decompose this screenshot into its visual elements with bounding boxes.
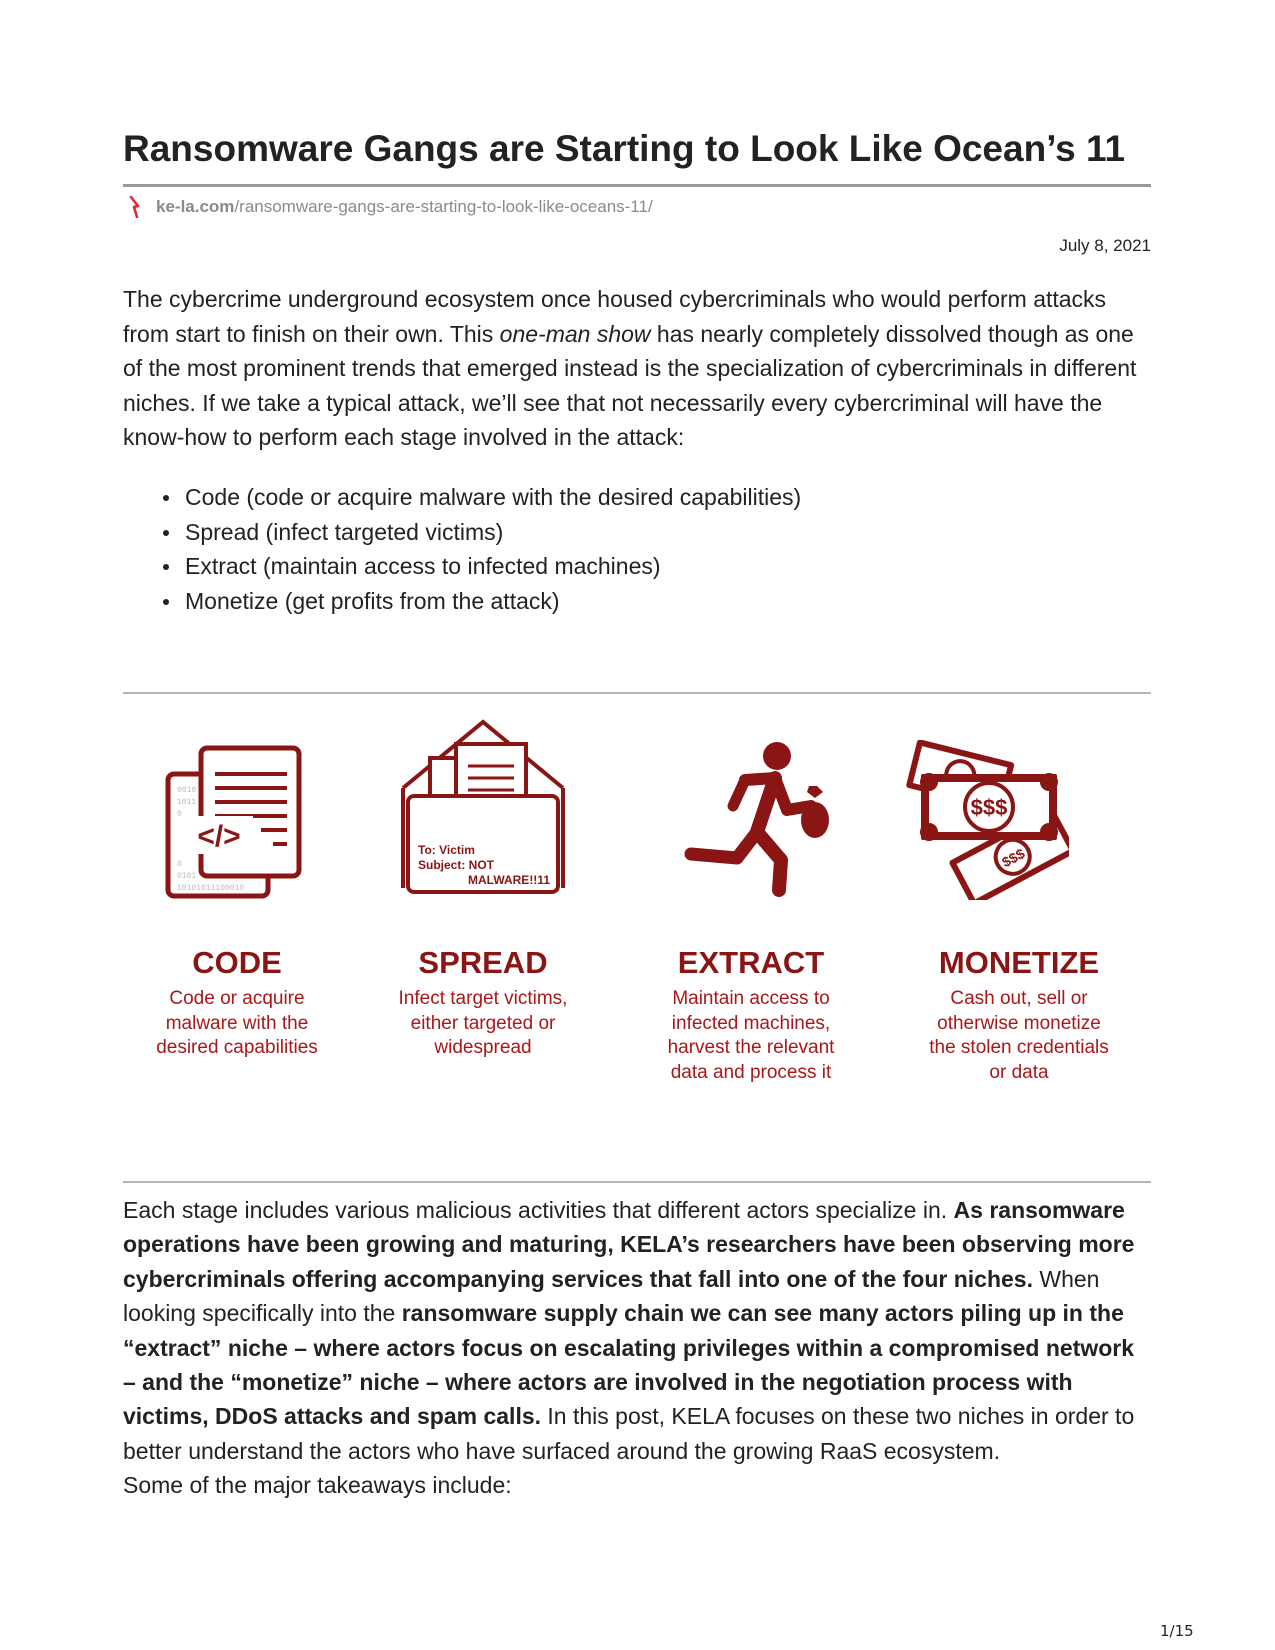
stage-title: SPREAD bbox=[418, 945, 548, 980]
stage-description: Code or acquire malware with the desired capabilities bbox=[156, 988, 318, 1058]
body-paragraph bbox=[123, 1193, 1151, 1503]
source-path[interactable]: /ransomware-gangs-are-starting-to-look-like-oceans-11/ bbox=[234, 197, 653, 216]
intro-text-2: has nearly completely dissolved though as one of the most prominent trends that emerged instead is the specialization of cybercriminals in different niches. If we take a typical attack, we’ll see that not necessarily every cybercriminal will have the know-how to perform each stage involved in the attack: bbox=[123, 320, 1137, 450]
stage-extract bbox=[631, 945, 871, 1085]
stage-spread bbox=[363, 945, 603, 1061]
list-item: Spread (infect targeted victims) bbox=[185, 515, 801, 550]
figure-top-divider bbox=[123, 692, 1151, 694]
body-bold-text: ransomware supply chain we can see many actors piling up in the “extract” niche – where actors focus on escalating privileges within a compromised network – and the “monetize” niche – where actors are involved in the negotiation process with victims, DDoS attacks and spam calls. bbox=[123, 1300, 1135, 1430]
stage-description: Maintain access to infected machines, harvest the relevant data and process it bbox=[667, 988, 835, 1083]
intro-text-1: The cybercrime underground ecosystem once housed cybercriminals who would perform attacks from start to finish on their own. This bbox=[123, 286, 1107, 347]
code-tag-text: </> bbox=[197, 820, 241, 853]
body-text: When looking specifically into the bbox=[123, 1265, 1100, 1327]
page-number: 1/15 bbox=[1160, 1622, 1194, 1640]
stage-code bbox=[117, 945, 357, 1061]
source-link[interactable] bbox=[128, 196, 653, 218]
intro-paragraph bbox=[123, 282, 1151, 455]
pin-icon bbox=[128, 196, 142, 218]
stage-title: EXTRACT bbox=[677, 945, 825, 980]
code-document-icon bbox=[165, 744, 305, 904]
binary-text: 0010 bbox=[177, 786, 197, 795]
title-divider bbox=[123, 184, 1151, 187]
publish-date: July 8, 2021 bbox=[1059, 236, 1151, 255]
stage-list bbox=[185, 480, 801, 618]
binary-text: 0 bbox=[177, 810, 182, 819]
stage-monetize bbox=[899, 945, 1139, 1085]
list-item: Code (code or acquire malware with the desired capabilities) bbox=[185, 480, 801, 515]
intro-italic: one-man show bbox=[499, 320, 651, 347]
figure-bottom-divider bbox=[123, 1181, 1151, 1183]
list-item: Extract (maintain access to infected machines) bbox=[185, 549, 801, 584]
stage-description: Cash out, sell or otherwise monetize the stolen credentials or data bbox=[929, 988, 1109, 1083]
small-bill-text: $$$ bbox=[999, 845, 1028, 871]
stage-title: CODE bbox=[192, 945, 282, 980]
envelope-subject-text: Subject: NOT bbox=[418, 858, 495, 872]
stage-description: Infect target victims, either targeted or widespread bbox=[398, 988, 568, 1058]
binary-text: 0101 bbox=[177, 872, 197, 881]
stage-title: MONETIZE bbox=[938, 945, 1100, 980]
list-item: Monetize (get profits from the attack) bbox=[185, 584, 801, 619]
page-title: Ransomware Gangs are Starting to Look Like Ocean’s 11 bbox=[123, 128, 1126, 169]
binary-text: 10101011100010 bbox=[177, 884, 245, 893]
binary-text: 0 bbox=[177, 860, 182, 869]
body-bold-text: As ransomware operations have been growing and maturing, KELA’s researchers have been observing more cybercriminals offering accompanying services that fall into one of the four niches. bbox=[123, 1197, 1135, 1292]
money-bills-icon bbox=[899, 740, 1069, 900]
body-text: Each stage includes various malicious activities that different actors specialize in. bbox=[123, 1197, 954, 1223]
envelope-icon bbox=[400, 718, 566, 904]
big-bill-text: $$$ bbox=[970, 795, 1008, 820]
binary-text: 1011 bbox=[177, 798, 197, 807]
body-text: In this post, KELA focuses on these two niches in order to better understand the actors who have surfaced around the growing RaaS ecosystem. bbox=[123, 1403, 1135, 1464]
running-thief-icon bbox=[683, 740, 833, 900]
envelope-to-text: To: Victim bbox=[418, 843, 475, 857]
source-domain[interactable]: ke-la.com bbox=[156, 197, 235, 216]
takeaways-intro: Some of the major takeaways include: bbox=[123, 1472, 512, 1499]
envelope-subject-text-2: MALWARE!!11 bbox=[467, 873, 550, 887]
